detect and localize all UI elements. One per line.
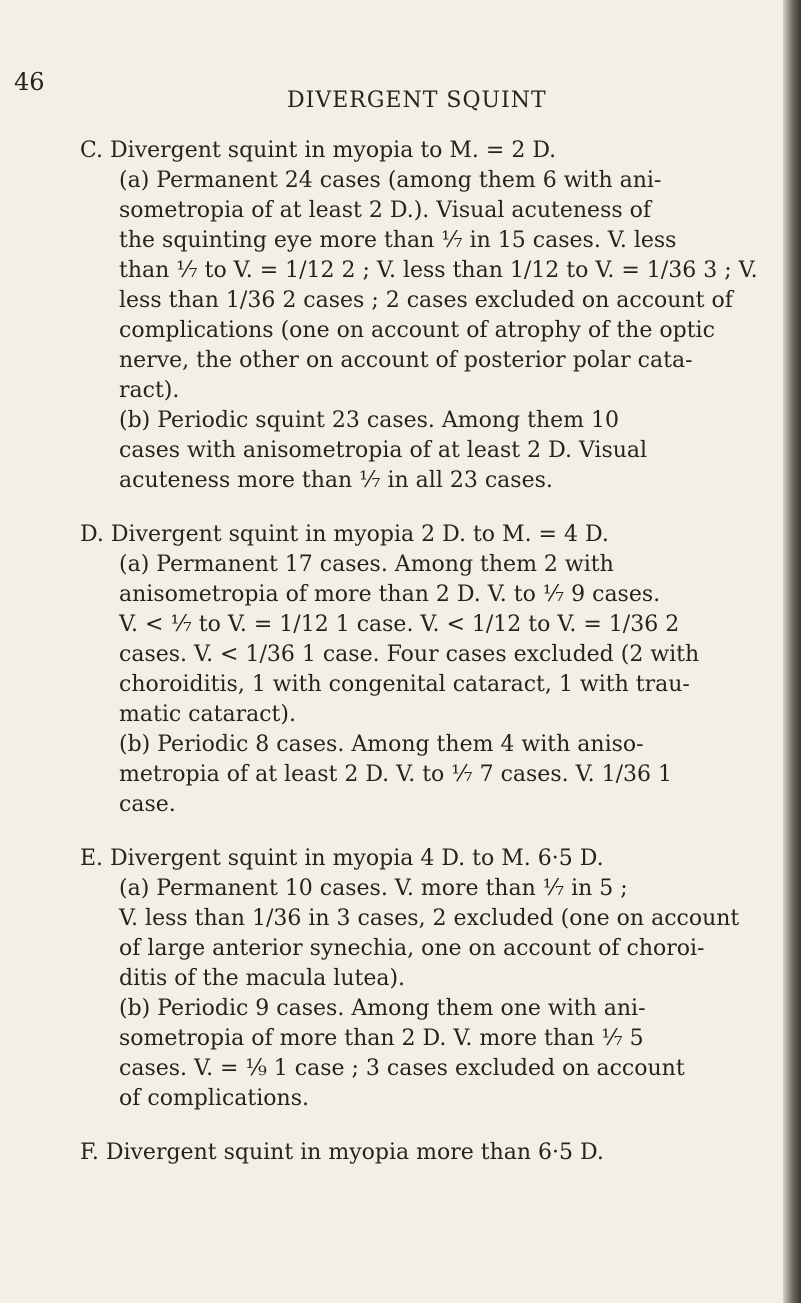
text-line: ract).	[119, 378, 180, 403]
text-line: of large anterior synechia, one on account of choroi-	[119, 936, 705, 961]
paragraph-permanent	[80, 550, 780, 730]
text-line: of complications.	[119, 1086, 309, 1111]
text-line: nerve, the other on account of posterior polar cata-	[119, 348, 693, 373]
text-line: ditis of the macula lutea).	[119, 966, 406, 991]
text-line: V. less than 1/36 in 3 cases, 2 excluded (one on account	[119, 906, 740, 931]
section-d	[80, 520, 780, 820]
text-line: (b) Periodic squint 23 cases. Among them 10	[119, 408, 620, 433]
section-c	[80, 136, 780, 496]
text-line: acuteness more than ⅐ in all 23 cases.	[119, 468, 553, 493]
section-f	[80, 1138, 780, 1168]
section-heading: E. Divergent squint in myopia 4 D. to M. 6·5 D.	[80, 846, 604, 871]
paragraph-periodic	[80, 406, 780, 496]
text-line: cases with anisometropia of at least 2 D. Visual	[119, 438, 648, 463]
text-line: sometropia of at least 2 D.). Visual acuteness of	[119, 198, 652, 223]
text-line: choroiditis, 1 with congenital cataract, 1 with trau-	[119, 672, 690, 697]
text-line: anisometropia of more than 2 D. V. to ⅐ 9 cases.	[119, 582, 661, 607]
paragraph-permanent	[80, 166, 780, 406]
text-line: (a) Permanent 24 cases (among them 6 with ani-	[119, 168, 662, 193]
text-line: less than 1/36 2 cases ; 2 cases excluded on account of	[119, 288, 733, 313]
text-line: metropia of at least 2 D. V. to ⅐ 7 cases. V. 1/36 1	[119, 762, 673, 787]
section-heading: F. Divergent squint in myopia more than 6·5 D.	[80, 1140, 604, 1165]
page-number: 46	[14, 68, 45, 96]
text-line: than ⅐ to V. = 1/12 2 ; V. less than 1/12 to V. = 1/36 3 ; V.	[119, 258, 758, 283]
text-line: complications (one on account of atrophy of the optic	[119, 318, 715, 343]
text-line: (a) Permanent 17 cases. Among them 2 with	[119, 552, 614, 577]
text-line: (a) Permanent 10 cases. V. more than ⅐ in 5 ;	[119, 876, 628, 901]
body-text	[80, 136, 780, 1192]
paragraph-periodic	[80, 994, 780, 1114]
section-heading: D. Divergent squint in myopia 2 D. to M. = 4 D.	[80, 522, 609, 547]
paragraph-permanent	[80, 874, 780, 994]
text-line: matic cataract).	[119, 702, 296, 727]
running-head: DIVERGENT SQUINT	[287, 88, 547, 113]
section-e	[80, 844, 780, 1114]
text-line: (b) Periodic 9 cases. Among them one with ani-	[119, 996, 646, 1021]
paragraph-periodic	[80, 730, 780, 820]
page-edge-shadow	[783, 0, 801, 1303]
text-line: (b) Periodic 8 cases. Among them 4 with aniso-	[119, 732, 644, 757]
text-line: cases. V. < 1/36 1 case. Four cases excluded (2 with	[119, 642, 700, 667]
text-line: the squinting eye more than ⅐ in 15 cases. V. less	[119, 228, 677, 253]
text-line: case.	[119, 792, 176, 817]
text-line: V. < ⅐ to V. = 1/12 1 case. V. < 1/12 to V. = 1/36 2	[119, 612, 680, 637]
section-heading: C. Divergent squint in myopia to M. = 2 D.	[80, 138, 557, 163]
text-line: cases. V. = ⅑ 1 case ; 3 cases excluded on account	[119, 1056, 685, 1081]
text-line: sometropia of more than 2 D. V. more than ⅐ 5	[119, 1026, 644, 1051]
